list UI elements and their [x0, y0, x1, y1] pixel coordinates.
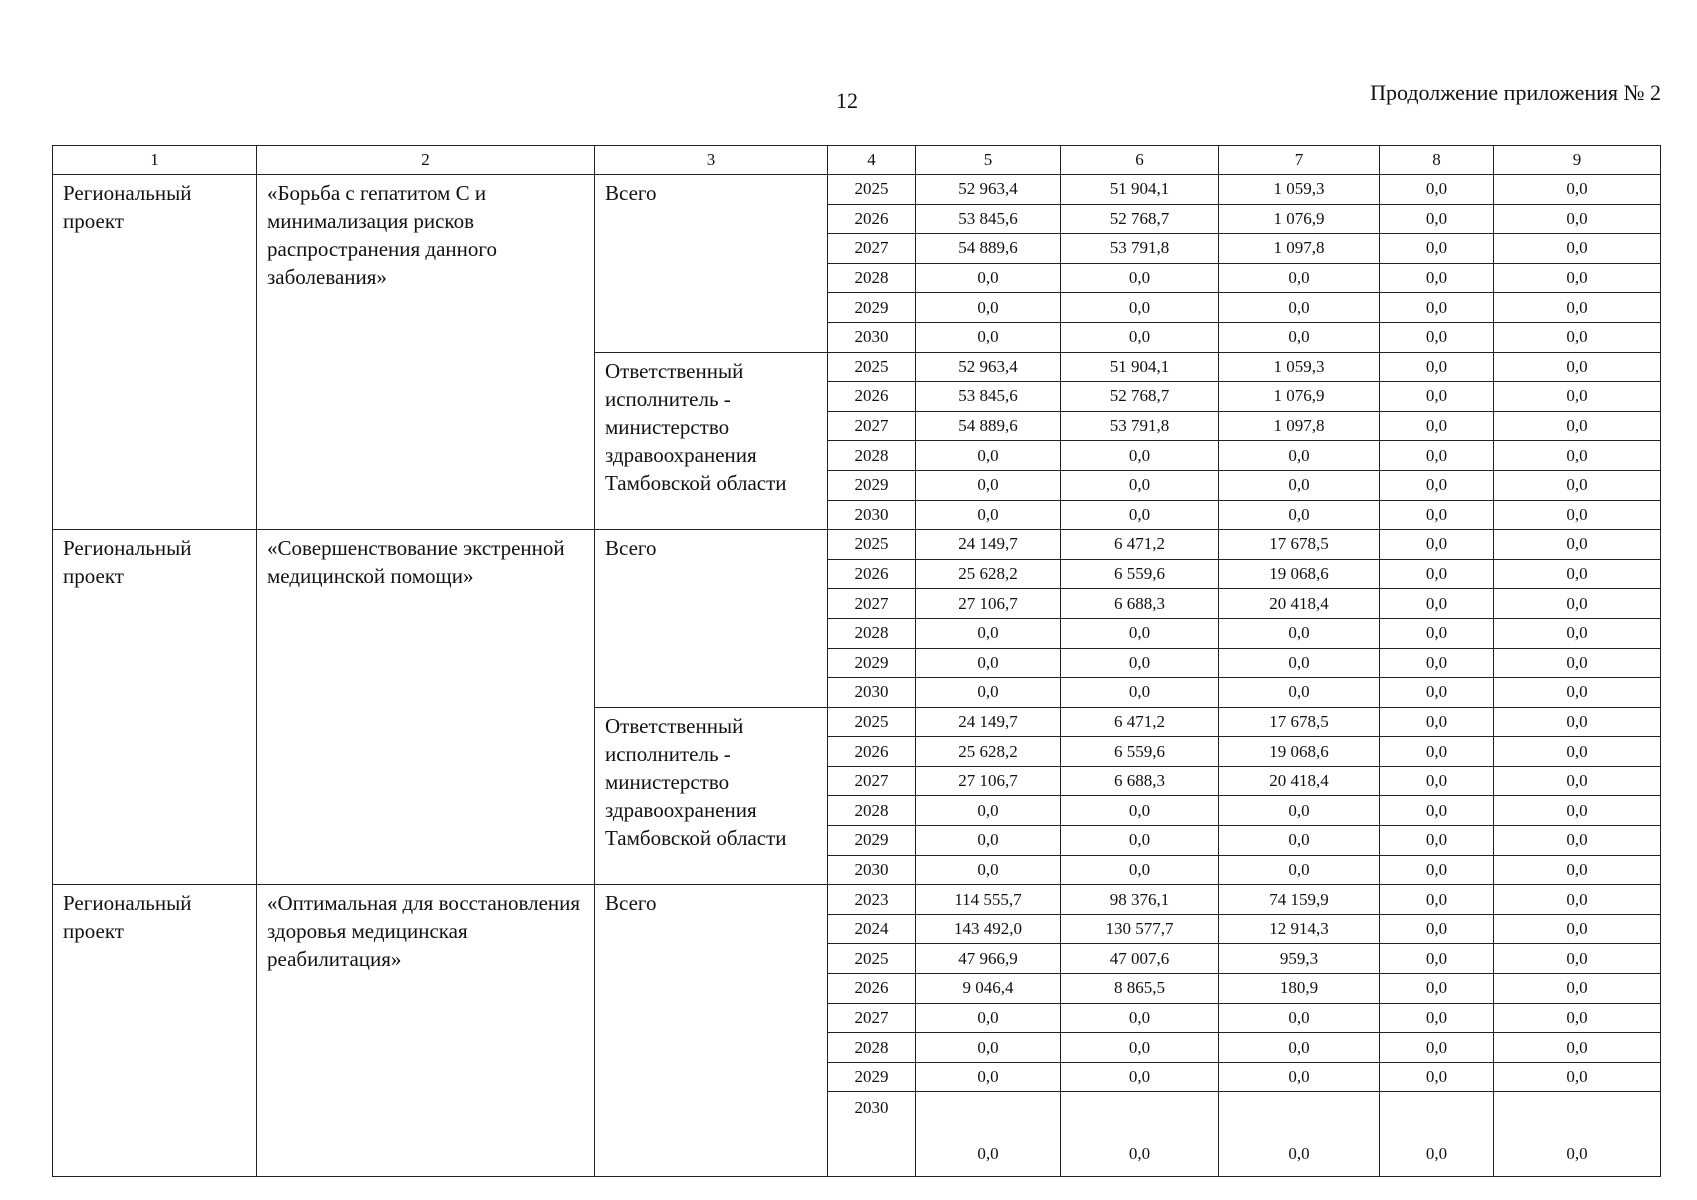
amount-cell: 0,0: [1219, 826, 1380, 856]
column-number: 3: [595, 146, 828, 175]
amount-cell: 24 149,7: [916, 707, 1061, 737]
year-cell: 2025: [828, 352, 916, 382]
amount-cell: 0,0: [916, 678, 1061, 708]
amount-cell: 0,0: [1380, 559, 1494, 589]
amount-cell: 0,0: [1219, 1003, 1380, 1033]
amount-cell: 0,0: [1380, 766, 1494, 796]
amount-cell: 0,0: [1061, 441, 1219, 471]
amount-cell: 0,0: [1380, 530, 1494, 560]
amount-cell: 0,0: [916, 1092, 1061, 1177]
year-cell: 2029: [828, 293, 916, 323]
amount-cell: 0,0: [1380, 914, 1494, 944]
funding-source: Ответственный исполнитель - министерство здравоохранения Тамбовской области: [595, 707, 828, 885]
amount-cell: 0,0: [1219, 855, 1380, 885]
amount-cell: 27 106,7: [916, 766, 1061, 796]
amount-cell: 0,0: [1380, 855, 1494, 885]
amount-cell: 19 068,6: [1219, 737, 1380, 767]
amount-cell: 0,0: [1219, 1062, 1380, 1092]
year-cell: 2024: [828, 914, 916, 944]
year-cell: 2027: [828, 411, 916, 441]
year-cell: 2029: [828, 826, 916, 856]
project-name: «Оптимальная для восстановления здоровья медицинская реабилитация»: [257, 885, 595, 1177]
amount-cell: 53 791,8: [1061, 234, 1219, 264]
amount-cell: 53 791,8: [1061, 411, 1219, 441]
amount-cell: 47 007,6: [1061, 944, 1219, 974]
amount-cell: 130 577,7: [1061, 914, 1219, 944]
amount-cell: 0,0: [1219, 618, 1380, 648]
amount-cell: 0,0: [916, 1003, 1061, 1033]
amount-cell: 0,0: [1380, 175, 1494, 205]
amount-cell: 0,0: [1494, 766, 1661, 796]
amount-cell: 0,0: [1380, 441, 1494, 471]
amount-cell: 0,0: [1061, 1092, 1219, 1177]
amount-cell: 0,0: [1061, 796, 1219, 826]
year-cell: 2027: [828, 766, 916, 796]
amount-cell: 0,0: [1494, 885, 1661, 915]
amount-cell: 0,0: [1219, 678, 1380, 708]
amount-cell: 51 904,1: [1061, 352, 1219, 382]
amount-cell: 20 418,4: [1219, 766, 1380, 796]
amount-cell: 0,0: [916, 322, 1061, 352]
amount-cell: 0,0: [1494, 500, 1661, 530]
amount-cell: 0,0: [1494, 530, 1661, 560]
amount-cell: 0,0: [1219, 263, 1380, 293]
amount-cell: 0,0: [916, 855, 1061, 885]
amount-cell: 52 768,7: [1061, 382, 1219, 412]
year-cell: 2028: [828, 441, 916, 471]
year-cell: 2027: [828, 589, 916, 619]
amount-cell: 0,0: [1061, 1003, 1219, 1033]
amount-cell: 0,0: [1380, 589, 1494, 619]
amount-cell: 0,0: [1219, 470, 1380, 500]
funding-source: Всего: [595, 885, 828, 1177]
amount-cell: 0,0: [916, 293, 1061, 323]
year-cell: 2028: [828, 263, 916, 293]
amount-cell: 114 555,7: [916, 885, 1061, 915]
amount-cell: 0,0: [1061, 678, 1219, 708]
amount-cell: 52 963,4: [916, 175, 1061, 205]
amount-cell: 8 865,5: [1061, 974, 1219, 1004]
amount-cell: 0,0: [1380, 796, 1494, 826]
amount-cell: 0,0: [1380, 944, 1494, 974]
year-cell: 2029: [828, 648, 916, 678]
amount-cell: 0,0: [1061, 648, 1219, 678]
amount-cell: 0,0: [1494, 707, 1661, 737]
amount-cell: 0,0: [1380, 1092, 1494, 1177]
amount-cell: 959,3: [1219, 944, 1380, 974]
amount-cell: 0,0: [1061, 1033, 1219, 1063]
amount-cell: 0,0: [1494, 441, 1661, 471]
amount-cell: 0,0: [1219, 322, 1380, 352]
amount-cell: 0,0: [1494, 204, 1661, 234]
amount-cell: 0,0: [1380, 678, 1494, 708]
amount-cell: 0,0: [1380, 1062, 1494, 1092]
amount-cell: 0,0: [1061, 826, 1219, 856]
amount-cell: 19 068,6: [1219, 559, 1380, 589]
project-type: Региональный проект: [53, 885, 257, 1177]
table-row: [53, 885, 1661, 915]
amount-cell: 27 106,7: [916, 589, 1061, 619]
column-number: 1: [53, 146, 257, 175]
amount-cell: 0,0: [916, 441, 1061, 471]
amount-cell: 0,0: [916, 500, 1061, 530]
amount-cell: 0,0: [1219, 1033, 1380, 1063]
year-cell: 2027: [828, 1003, 916, 1033]
amount-cell: 6 471,2: [1061, 530, 1219, 560]
amount-cell: 12 914,3: [1219, 914, 1380, 944]
amount-cell: 0,0: [1219, 441, 1380, 471]
amount-cell: 6 688,3: [1061, 589, 1219, 619]
amount-cell: 0,0: [1380, 411, 1494, 441]
amount-cell: 180,9: [1219, 974, 1380, 1004]
amount-cell: 6 688,3: [1061, 766, 1219, 796]
amount-cell: 52 963,4: [916, 352, 1061, 382]
funding-source: Всего: [595, 175, 828, 353]
year-cell: 2027: [828, 234, 916, 264]
amount-cell: 0,0: [1219, 648, 1380, 678]
amount-cell: 0,0: [916, 826, 1061, 856]
amount-cell: 24 149,7: [916, 530, 1061, 560]
column-number: 2: [257, 146, 595, 175]
year-cell: 2025: [828, 944, 916, 974]
column-number: 6: [1061, 146, 1219, 175]
amount-cell: 0,0: [1061, 322, 1219, 352]
funding-source: Всего: [595, 530, 828, 708]
amount-cell: 0,0: [1380, 352, 1494, 382]
budget-table: [52, 145, 1661, 1177]
amount-cell: 0,0: [1494, 322, 1661, 352]
year-cell: 2026: [828, 974, 916, 1004]
amount-cell: 0,0: [916, 470, 1061, 500]
column-number: 4: [828, 146, 916, 175]
amount-cell: 0,0: [1494, 175, 1661, 205]
amount-cell: 0,0: [1061, 1062, 1219, 1092]
year-cell: 2030: [828, 1092, 916, 1177]
year-cell: 2028: [828, 618, 916, 648]
year-cell: 2030: [828, 322, 916, 352]
project-name: «Совершенствование экстренной медицинской помощи»: [257, 530, 595, 885]
year-cell: 2028: [828, 1033, 916, 1063]
column-number: 7: [1219, 146, 1380, 175]
amount-cell: 1 059,3: [1219, 175, 1380, 205]
amount-cell: 0,0: [1061, 618, 1219, 648]
year-cell: 2025: [828, 530, 916, 560]
year-cell: 2026: [828, 737, 916, 767]
amount-cell: 0,0: [1380, 293, 1494, 323]
amount-cell: 53 845,6: [916, 204, 1061, 234]
project-type: Региональный проект: [53, 175, 257, 530]
amount-cell: 0,0: [1494, 737, 1661, 767]
year-cell: 2030: [828, 855, 916, 885]
amount-cell: 25 628,2: [916, 737, 1061, 767]
amount-cell: 25 628,2: [916, 559, 1061, 589]
year-cell: 2026: [828, 204, 916, 234]
amount-cell: 0,0: [1494, 618, 1661, 648]
amount-cell: 0,0: [1494, 263, 1661, 293]
amount-cell: 0,0: [1061, 470, 1219, 500]
amount-cell: 0,0: [1494, 411, 1661, 441]
amount-cell: 6 471,2: [1061, 707, 1219, 737]
year-cell: 2029: [828, 1062, 916, 1092]
amount-cell: 6 559,6: [1061, 559, 1219, 589]
column-number: 9: [1494, 146, 1661, 175]
amount-cell: 0,0: [1061, 263, 1219, 293]
year-cell: 2030: [828, 678, 916, 708]
amount-cell: 0,0: [1380, 470, 1494, 500]
table-body: [53, 175, 1661, 1177]
page-number: 12: [836, 88, 858, 113]
project-type: Региональный проект: [53, 530, 257, 885]
amount-cell: 0,0: [1380, 707, 1494, 737]
project-name: «Борьба с гепатитом С и минимализация рисков распространения данного заболевания»: [257, 175, 595, 530]
amount-cell: 0,0: [1494, 234, 1661, 264]
amount-cell: 1 097,8: [1219, 234, 1380, 264]
year-cell: 2028: [828, 796, 916, 826]
amount-cell: 52 768,7: [1061, 204, 1219, 234]
amount-cell: 0,0: [1494, 796, 1661, 826]
amount-cell: 20 418,4: [1219, 589, 1380, 619]
amount-cell: 54 889,6: [916, 411, 1061, 441]
amount-cell: 0,0: [1380, 648, 1494, 678]
amount-cell: 0,0: [1380, 234, 1494, 264]
amount-cell: 0,0: [1494, 678, 1661, 708]
page-caption: Продолжение приложения № 2: [1370, 80, 1661, 105]
amount-cell: 1 076,9: [1219, 382, 1380, 412]
amount-cell: 0,0: [1219, 1092, 1380, 1177]
amount-cell: 98 376,1: [1061, 885, 1219, 915]
amount-cell: 0,0: [1494, 559, 1661, 589]
amount-cell: 1 059,3: [1219, 352, 1380, 382]
amount-cell: 0,0: [1494, 914, 1661, 944]
amount-cell: 0,0: [916, 263, 1061, 293]
amount-cell: 47 966,9: [916, 944, 1061, 974]
column-number-row: [53, 146, 1661, 175]
amount-cell: 1 076,9: [1219, 204, 1380, 234]
amount-cell: 0,0: [1380, 1033, 1494, 1063]
year-cell: 2026: [828, 559, 916, 589]
amount-cell: 74 159,9: [1219, 885, 1380, 915]
amount-cell: 17 678,5: [1219, 530, 1380, 560]
column-number: 5: [916, 146, 1061, 175]
year-cell: 2025: [828, 707, 916, 737]
amount-cell: 9 046,4: [916, 974, 1061, 1004]
amount-cell: 0,0: [1380, 322, 1494, 352]
amount-cell: 0,0: [1494, 944, 1661, 974]
amount-cell: 0,0: [1494, 470, 1661, 500]
amount-cell: 0,0: [1061, 500, 1219, 530]
amount-cell: 0,0: [916, 1062, 1061, 1092]
amount-cell: 0,0: [1494, 352, 1661, 382]
year-cell: 2026: [828, 382, 916, 412]
amount-cell: 54 889,6: [916, 234, 1061, 264]
table-row: [53, 175, 1661, 205]
amount-cell: 0,0: [1494, 1033, 1661, 1063]
amount-cell: 0,0: [1380, 204, 1494, 234]
amount-cell: 0,0: [916, 1033, 1061, 1063]
amount-cell: 0,0: [1494, 855, 1661, 885]
amount-cell: 51 904,1: [1061, 175, 1219, 205]
amount-cell: 0,0: [1380, 974, 1494, 1004]
amount-cell: 0,0: [1380, 826, 1494, 856]
amount-cell: 0,0: [1494, 1092, 1661, 1177]
amount-cell: 53 845,6: [916, 382, 1061, 412]
amount-cell: 0,0: [1494, 826, 1661, 856]
amount-cell: 0,0: [1219, 500, 1380, 530]
year-cell: 2025: [828, 175, 916, 205]
amount-cell: 1 097,8: [1219, 411, 1380, 441]
amount-cell: 0,0: [1380, 737, 1494, 767]
amount-cell: 0,0: [1494, 589, 1661, 619]
column-number: 8: [1380, 146, 1494, 175]
amount-cell: 0,0: [916, 618, 1061, 648]
amount-cell: 0,0: [1380, 618, 1494, 648]
amount-cell: 0,0: [1219, 293, 1380, 323]
amount-cell: 0,0: [1494, 382, 1661, 412]
amount-cell: 0,0: [1380, 885, 1494, 915]
amount-cell: 0,0: [1494, 1062, 1661, 1092]
year-cell: 2030: [828, 500, 916, 530]
table-row: [53, 530, 1661, 560]
amount-cell: 0,0: [1494, 1003, 1661, 1033]
amount-cell: 0,0: [1380, 382, 1494, 412]
amount-cell: 0,0: [1380, 263, 1494, 293]
amount-cell: 0,0: [916, 796, 1061, 826]
amount-cell: 0,0: [1494, 293, 1661, 323]
amount-cell: 0,0: [1494, 974, 1661, 1004]
amount-cell: 0,0: [916, 648, 1061, 678]
amount-cell: 6 559,6: [1061, 737, 1219, 767]
amount-cell: 0,0: [1061, 855, 1219, 885]
amount-cell: 0,0: [1380, 500, 1494, 530]
amount-cell: 0,0: [1061, 293, 1219, 323]
amount-cell: 0,0: [1494, 648, 1661, 678]
amount-cell: 0,0: [1219, 796, 1380, 826]
year-cell: 2029: [828, 470, 916, 500]
amount-cell: 143 492,0: [916, 914, 1061, 944]
funding-source: Ответственный исполнитель - министерство здравоохранения Тамбовской области: [595, 352, 828, 530]
year-cell: 2023: [828, 885, 916, 915]
amount-cell: 0,0: [1380, 1003, 1494, 1033]
amount-cell: 17 678,5: [1219, 707, 1380, 737]
